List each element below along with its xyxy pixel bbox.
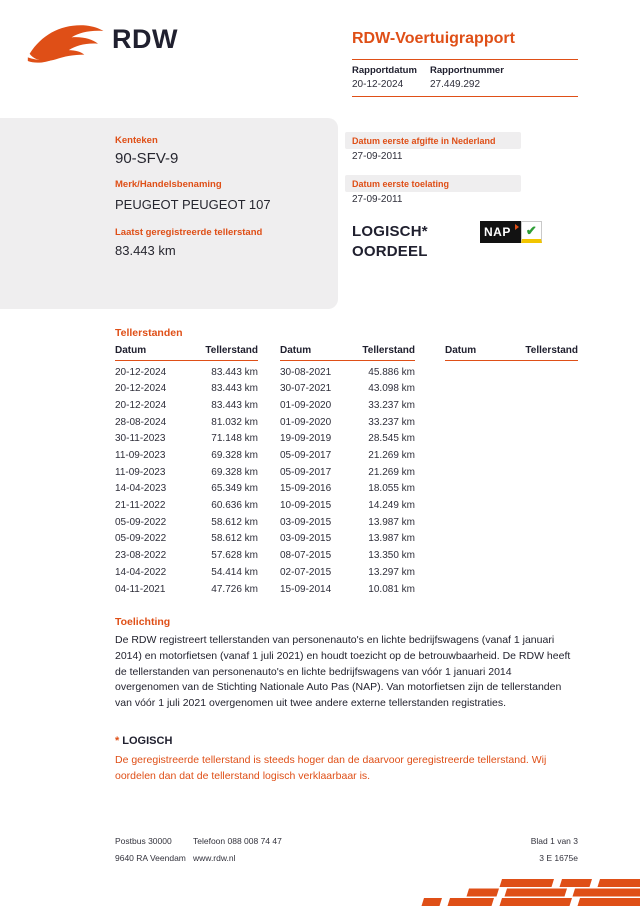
row-datum: 15-09-2014 <box>280 583 332 595</box>
table-header-row <box>115 345 258 361</box>
row-tellerstand: 83.443 km <box>211 383 258 395</box>
header-divider-top <box>352 59 578 60</box>
eerste-toelating-label: Datum eerste toelating <box>352 178 450 189</box>
datum-column-header: Datum <box>280 345 312 356</box>
table-row <box>115 397 258 414</box>
table-row <box>280 414 415 431</box>
oordeel-text: LOGISCH* OORDEEL <box>352 223 428 260</box>
eerste-afgifte-value: 27-09-2011 <box>352 151 403 162</box>
merk-label: Merk/Handelsbenaming <box>115 179 222 190</box>
row-tellerstand: 33.237 km <box>368 399 415 411</box>
row-datum: 11-09-2023 <box>115 466 166 478</box>
table-row <box>115 581 258 598</box>
row-datum: 01-09-2020 <box>280 399 332 411</box>
footer-city: 9640 RA Veendam <box>115 853 186 863</box>
row-datum: 20-12-2024 <box>115 399 167 411</box>
row-datum: 03-09-2015 <box>280 516 332 528</box>
row-tellerstand: 14.249 km <box>368 500 415 512</box>
row-tellerstand: 69.328 km <box>211 450 258 462</box>
table-row <box>115 531 258 548</box>
table-row <box>280 564 415 581</box>
row-datum: 05-09-2017 <box>280 450 332 462</box>
table-row <box>115 514 258 531</box>
table-row <box>115 564 258 581</box>
tellerstand-column-header: Tellerstand <box>205 345 258 356</box>
row-tellerstand: 81.032 km <box>211 416 258 428</box>
table-row <box>280 431 415 448</box>
table-row <box>115 431 258 448</box>
row-tellerstand: 18.055 km <box>368 483 415 495</box>
report-title: RDW-Voertuigrapport <box>352 30 515 47</box>
row-datum: 30-11-2023 <box>115 433 166 445</box>
datum-column-header: Datum <box>115 345 147 356</box>
row-tellerstand: 58.612 km <box>211 516 258 528</box>
row-datum: 15-09-2016 <box>280 483 332 495</box>
row-tellerstand: 65.349 km <box>211 483 258 495</box>
table-row <box>280 581 415 598</box>
rapportdatum-label: Rapportdatum <box>352 65 417 76</box>
footer-graphic-icon <box>384 879 640 906</box>
row-tellerstand: 21.269 km <box>368 450 415 462</box>
tellerstanden-tables <box>115 345 578 598</box>
table-row <box>115 414 258 431</box>
table-row <box>280 514 415 531</box>
footer-phone: Telefoon 088 008 74 47 <box>193 836 282 846</box>
nap-label: NAP <box>484 225 511 239</box>
table-row <box>280 364 415 381</box>
table-row <box>280 531 415 548</box>
tellerstand-column-header: Tellerstand <box>362 345 415 356</box>
row-tellerstand: 58.612 km <box>211 533 258 545</box>
row-tellerstand: 83.443 km <box>211 399 258 411</box>
rdw-logo-icon <box>26 16 108 71</box>
toelichting-body: De RDW registreert tellerstanden van personenauto's en lichte bedrijfswagens (vanaf 1 januari 2014) en motorfietsen (vanaf 1 juli 2021) en houdt toezicht op de betrouwbaarheid. De RDW heeft de tellerstanden van personenauto's en lichte bedrijfswagens van vóór 1 januari 2014 overgenomen van de Stichting Nationale Auto Pas (NAP). Van motorfietsen zijn de tellerstanden van vóór 1 juli 2021 overgenomen uit twee andere externe tellerstanden registraties. <box>115 634 571 710</box>
tellerstanden-table <box>280 345 415 598</box>
kenteken-label: Kenteken <box>115 135 158 146</box>
table-row <box>280 464 415 481</box>
tellerstanden-table <box>445 345 578 598</box>
row-datum: 20-12-2024 <box>115 383 167 395</box>
row-datum: 04-11-2021 <box>115 583 166 595</box>
eerste-afgifte-label: Datum eerste afgifte in Nederland <box>352 135 496 146</box>
laatste-tellerstand-label: Laatst geregistreerde tellerstand <box>115 227 263 238</box>
row-tellerstand: 57.628 km <box>211 550 258 562</box>
row-datum: 05-09-2022 <box>115 516 167 528</box>
row-tellerstand: 28.545 km <box>368 433 415 445</box>
eerste-toelating-strip <box>345 175 521 192</box>
row-tellerstand: 13.987 km <box>368 533 415 545</box>
table-row <box>115 447 258 464</box>
table-header-row <box>280 345 415 361</box>
row-tellerstand: 33.237 km <box>368 416 415 428</box>
row-tellerstand: 43.098 km <box>368 383 415 395</box>
eerste-toelating-value: 27-09-2011 <box>352 194 403 205</box>
eerste-afgifte-strip <box>345 132 521 149</box>
row-datum: 30-08-2021 <box>280 366 332 378</box>
table-row <box>115 548 258 565</box>
nap-logo <box>480 221 542 243</box>
footer-website: www.rdw.nl <box>193 853 236 863</box>
row-tellerstand: 13.297 km <box>368 566 415 578</box>
row-tellerstand: 60.636 km <box>211 500 258 512</box>
row-tellerstand: 83.443 km <box>211 366 258 378</box>
vehicle-info-panel <box>0 118 338 309</box>
toelichting-heading: Toelichting <box>115 616 171 628</box>
table-header-row <box>445 345 578 361</box>
row-tellerstand: 21.269 km <box>368 466 415 478</box>
footer-doc-code: 3 E 1675e <box>539 853 578 863</box>
row-datum: 21-11-2022 <box>115 500 166 512</box>
tellerstanden-table <box>115 345 258 598</box>
merk-value: PEUGEOT PEUGEOT 107 <box>115 197 271 212</box>
footer-postbus: Postbus 30000 <box>115 836 172 846</box>
row-datum: 14-04-2022 <box>115 566 167 578</box>
tellerstand-column-header: Tellerstand <box>525 345 578 356</box>
row-datum: 14-04-2023 <box>115 483 167 495</box>
row-tellerstand: 45.886 km <box>368 366 415 378</box>
row-tellerstand: 13.350 km <box>368 550 415 562</box>
table-row <box>115 481 258 498</box>
row-tellerstand: 47.726 km <box>211 583 258 595</box>
row-datum: 05-09-2017 <box>280 466 332 478</box>
datum-column-header: Datum <box>445 345 477 356</box>
row-datum: 02-07-2015 <box>280 566 332 578</box>
nap-checkmark-icon: ✔ <box>521 221 542 243</box>
row-datum: 30-07-2021 <box>280 383 332 395</box>
table-row <box>115 381 258 398</box>
table-row <box>280 381 415 398</box>
logisch-body: De geregistreerde tellerstand is steeds hoger dan de daarvoor geregistreerde tellerstand. Wij oordelen dan dat de tellerstand logisch verklaarbaar is. <box>115 754 547 782</box>
rapportnummer-value: 27.449.292 <box>430 79 481 90</box>
row-tellerstand: 69.328 km <box>211 466 258 478</box>
table-row <box>280 548 415 565</box>
table-row <box>115 364 258 381</box>
table-row <box>280 481 415 498</box>
table-row <box>115 464 258 481</box>
row-tellerstand: 54.414 km <box>211 566 258 578</box>
row-datum: 10-09-2015 <box>280 500 332 512</box>
row-datum: 28-08-2024 <box>115 416 167 428</box>
rapportdatum-value: 20-12-2024 <box>352 79 404 90</box>
table-row <box>280 447 415 464</box>
row-datum: 01-09-2020 <box>280 416 332 428</box>
rapportnummer-label: Rapportnummer <box>430 65 504 76</box>
row-tellerstand: 10.081 km <box>368 583 415 595</box>
logisch-asterisk: * <box>115 735 120 747</box>
nap-logo-text <box>480 221 521 243</box>
logisch-heading: LOGISCH <box>122 735 173 747</box>
row-datum: 11-09-2023 <box>115 450 166 462</box>
footer-page-number: Blad 1 van 3 <box>530 836 578 846</box>
tellerstanden-heading: Tellerstanden <box>115 327 183 339</box>
header-divider-bottom <box>352 96 578 97</box>
row-datum: 20-12-2024 <box>115 366 167 378</box>
row-datum: 08-07-2015 <box>280 550 332 562</box>
rdw-logo-text: RDW <box>112 24 178 54</box>
row-datum: 19-09-2019 <box>280 433 332 445</box>
table-row <box>280 498 415 515</box>
row-tellerstand: 71.148 km <box>211 433 258 445</box>
kenteken-value: 90-SFV-9 <box>115 150 179 167</box>
row-datum: 23-08-2022 <box>115 550 167 562</box>
row-datum: 05-09-2022 <box>115 533 167 545</box>
table-row <box>115 498 258 515</box>
laatste-tellerstand-value: 83.443 km <box>115 243 176 258</box>
logisch-heading-line <box>115 735 172 747</box>
table-row <box>280 397 415 414</box>
row-tellerstand: 13.987 km <box>368 516 415 528</box>
row-datum: 03-09-2015 <box>280 533 332 545</box>
